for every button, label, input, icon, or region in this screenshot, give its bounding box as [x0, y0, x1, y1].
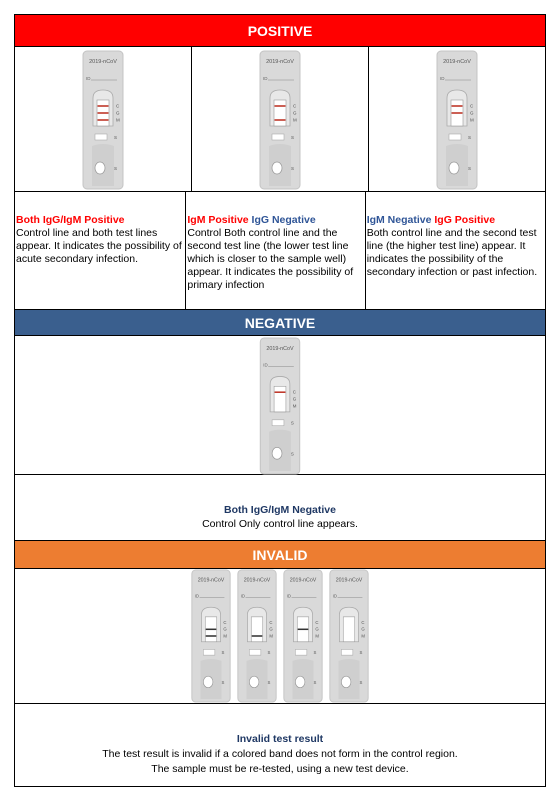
cassette-band-c: [274, 105, 285, 107]
cassette-mark-c: C: [292, 103, 297, 109]
cassette-brand-label: 2019-nCoV: [89, 59, 117, 65]
test-cassette-invalid-4: [328, 569, 370, 703]
cassette-sample-window: [295, 649, 306, 655]
cassette-mark-c: C: [115, 103, 120, 109]
cassette-sample-label: S: [290, 135, 294, 140]
negative-body: Control Only control line appears.: [202, 518, 358, 530]
cassette-sample-well: [341, 676, 351, 687]
cassette-buffer-label: S: [290, 166, 294, 171]
cassette-band-g: [206, 629, 217, 631]
invalid-line-2: The sample must be re-tested, using a new test device.: [151, 763, 409, 775]
result-interpretation-table: [14, 14, 546, 787]
positive-case-3: [366, 192, 545, 309]
negative-image-cell: [15, 336, 545, 474]
positive-header: [15, 15, 545, 47]
cassette-brand-label: 2019-nCoV: [197, 577, 225, 584]
cassette-mark-m: M: [223, 633, 228, 639]
cassette-sample-well: [449, 162, 459, 174]
cassette-sample-label: S: [221, 650, 225, 656]
cassette-mark-g: G: [361, 626, 365, 632]
cassette-sample-label: S: [467, 135, 471, 140]
positive-image-cell-1: [15, 47, 192, 191]
cassette-sample-label: S: [267, 650, 271, 656]
cassette-sample-well: [295, 676, 305, 687]
cassette-band-g: [451, 112, 462, 114]
case-3-body: Both control line and the second test line (the higher test line) appear. It indicates the possibility of the secondary infection or past infection.: [366, 227, 538, 278]
negative-text-row: [15, 475, 545, 541]
cassette-brand-label: 2019-nCoV: [243, 577, 271, 584]
case-3-heading-igm: IgM Negative: [366, 214, 432, 226]
cassette-sample-window: [203, 649, 214, 655]
cassette-mark-g: G: [315, 626, 319, 632]
cassette-sample-label: S: [113, 135, 117, 140]
cassette-band-m: [252, 635, 263, 637]
cassette-mark-c: C: [269, 620, 273, 626]
cassette-brand-label: 2019-nCoV: [266, 345, 294, 352]
positive-title: POSITIVE: [247, 22, 313, 39]
cassette-mark-g: G: [115, 110, 120, 116]
invalid-header: [15, 541, 545, 569]
cassette-mark-g: G: [469, 110, 474, 116]
cassette-sample-window: [272, 134, 284, 140]
case-2-body: Control Both control line and the second test line (the lower test line which is closer to the sample well) appear. It indicates the possibility of primary infection: [187, 227, 354, 291]
cassette-buffer-label: S: [313, 679, 317, 685]
cassette-id-label: ID: [262, 76, 268, 81]
positive-case-1: [15, 192, 186, 309]
invalid-image-cell: [15, 569, 545, 703]
cassette-band-m: [274, 119, 285, 121]
cassette-sample-well: [272, 447, 282, 459]
cassette-id-label: ID: [439, 76, 445, 81]
cassette-brand-label: 2019-nCoV: [442, 59, 471, 65]
negative-header: [15, 310, 545, 336]
test-cassette-invalid-2: [236, 569, 278, 703]
cassette-sample-well: [272, 162, 282, 174]
cassette-brand-label: 2019-nCoV: [265, 59, 294, 65]
cassette-sample-well: [249, 676, 259, 687]
cassette-id-label: ID: [286, 593, 292, 599]
cassette-sample-label: S: [313, 650, 317, 656]
test-cassette-negative: [259, 337, 301, 475]
cassette-buffer-label: S: [467, 166, 471, 171]
cassette-mark-g: G: [292, 396, 297, 402]
cassette-sample-well: [203, 676, 213, 687]
cassette-mark-m: M: [115, 117, 120, 123]
cassette-mark-m: M: [361, 633, 366, 639]
case-2-heading-igm: IgM Positive: [187, 214, 249, 226]
case-1-body: Control line and both test lines appear. It indicates the possibility of acute secondary infection.: [16, 227, 182, 265]
test-cassette-both-positive: [82, 50, 124, 190]
positive-case-2: [186, 192, 365, 309]
cassette-buffer-label: S: [359, 679, 363, 685]
cassette-mark-g: G: [269, 626, 273, 632]
cassette-strip: [274, 386, 286, 412]
invalid-line-1: The test result is invalid if a colored band does not form in the control region.: [102, 748, 458, 760]
cassette-sample-window: [341, 649, 352, 655]
positive-images-row: [15, 47, 545, 192]
cassette-id-label: ID: [263, 362, 268, 368]
cassette-mark-c: C: [292, 389, 297, 395]
test-cassette-invalid-3: [282, 569, 324, 703]
cassette-band-g: [298, 629, 309, 631]
test-cassette-igg-positive: [436, 50, 478, 190]
cassette-sample-label: S: [359, 650, 363, 656]
cassette-mark-c: C: [361, 620, 365, 626]
invalid-images-row: [15, 569, 545, 704]
cassette-sample-well: [95, 162, 105, 174]
cassette-id-label: ID: [194, 593, 200, 599]
cassette-band-c: [451, 105, 462, 107]
positive-image-cell-3: [369, 47, 545, 191]
invalid-title: INVALID: [252, 546, 308, 563]
case-2-heading-igg: IgG Negative: [248, 214, 316, 226]
negative-image-row: [15, 336, 545, 475]
positive-text-row: [15, 192, 545, 310]
cassette-band-m: [97, 119, 108, 121]
cassette-mark-m: M: [269, 633, 274, 639]
cassette-buffer-label: S: [290, 451, 294, 457]
cassette-sample-window: [95, 134, 107, 140]
negative-title: NEGATIVE: [244, 314, 316, 331]
cassette-mark-c: C: [223, 620, 227, 626]
cassette-band-m: [206, 635, 217, 637]
cassette-strip: [343, 617, 354, 642]
cassette-mark-c: C: [315, 620, 319, 626]
cassette-sample-window: [249, 649, 260, 655]
case-3-heading-igg: IgG Positive: [431, 214, 496, 226]
cassette-id-label: ID: [332, 593, 338, 599]
cassette-band-c: [275, 391, 286, 393]
cassette-mark-g: G: [223, 626, 227, 632]
cassette-brand-label: 2019-nCoV: [335, 577, 363, 584]
cassette-id-label: ID: [240, 593, 246, 599]
cassette-buffer-label: S: [113, 166, 117, 171]
cassette-mark-m: M: [292, 403, 297, 409]
cassette-band-c: [97, 105, 108, 107]
cassette-buffer-label: S: [267, 679, 271, 685]
cassette-mark-g: G: [292, 110, 297, 116]
cassette-mark-m: M: [469, 117, 474, 123]
test-cassette-igm-positive: [259, 50, 301, 190]
positive-image-cell-2: [192, 47, 369, 191]
cassette-sample-window: [272, 420, 284, 426]
cassette-sample-label: S: [290, 420, 294, 426]
test-cassette-invalid-1: [190, 569, 232, 703]
cassette-mark-m: M: [315, 633, 320, 639]
cassette-strip: [251, 617, 262, 642]
cassette-strip: [274, 100, 286, 126]
invalid-heading: Invalid test result: [236, 733, 324, 745]
case-1-heading: Both IgG/IgM Positive: [16, 214, 125, 226]
negative-heading: Both IgG/IgM Negative: [223, 504, 336, 516]
cassette-id-label: ID: [85, 76, 91, 81]
cassette-mark-m: M: [292, 117, 297, 123]
cassette-brand-label: 2019-nCoV: [289, 577, 317, 584]
cassette-buffer-label: S: [221, 679, 225, 685]
cassette-sample-window: [449, 134, 461, 140]
invalid-text-row: [15, 704, 545, 786]
cassette-band-g: [97, 112, 108, 114]
cassette-mark-c: C: [469, 103, 474, 109]
